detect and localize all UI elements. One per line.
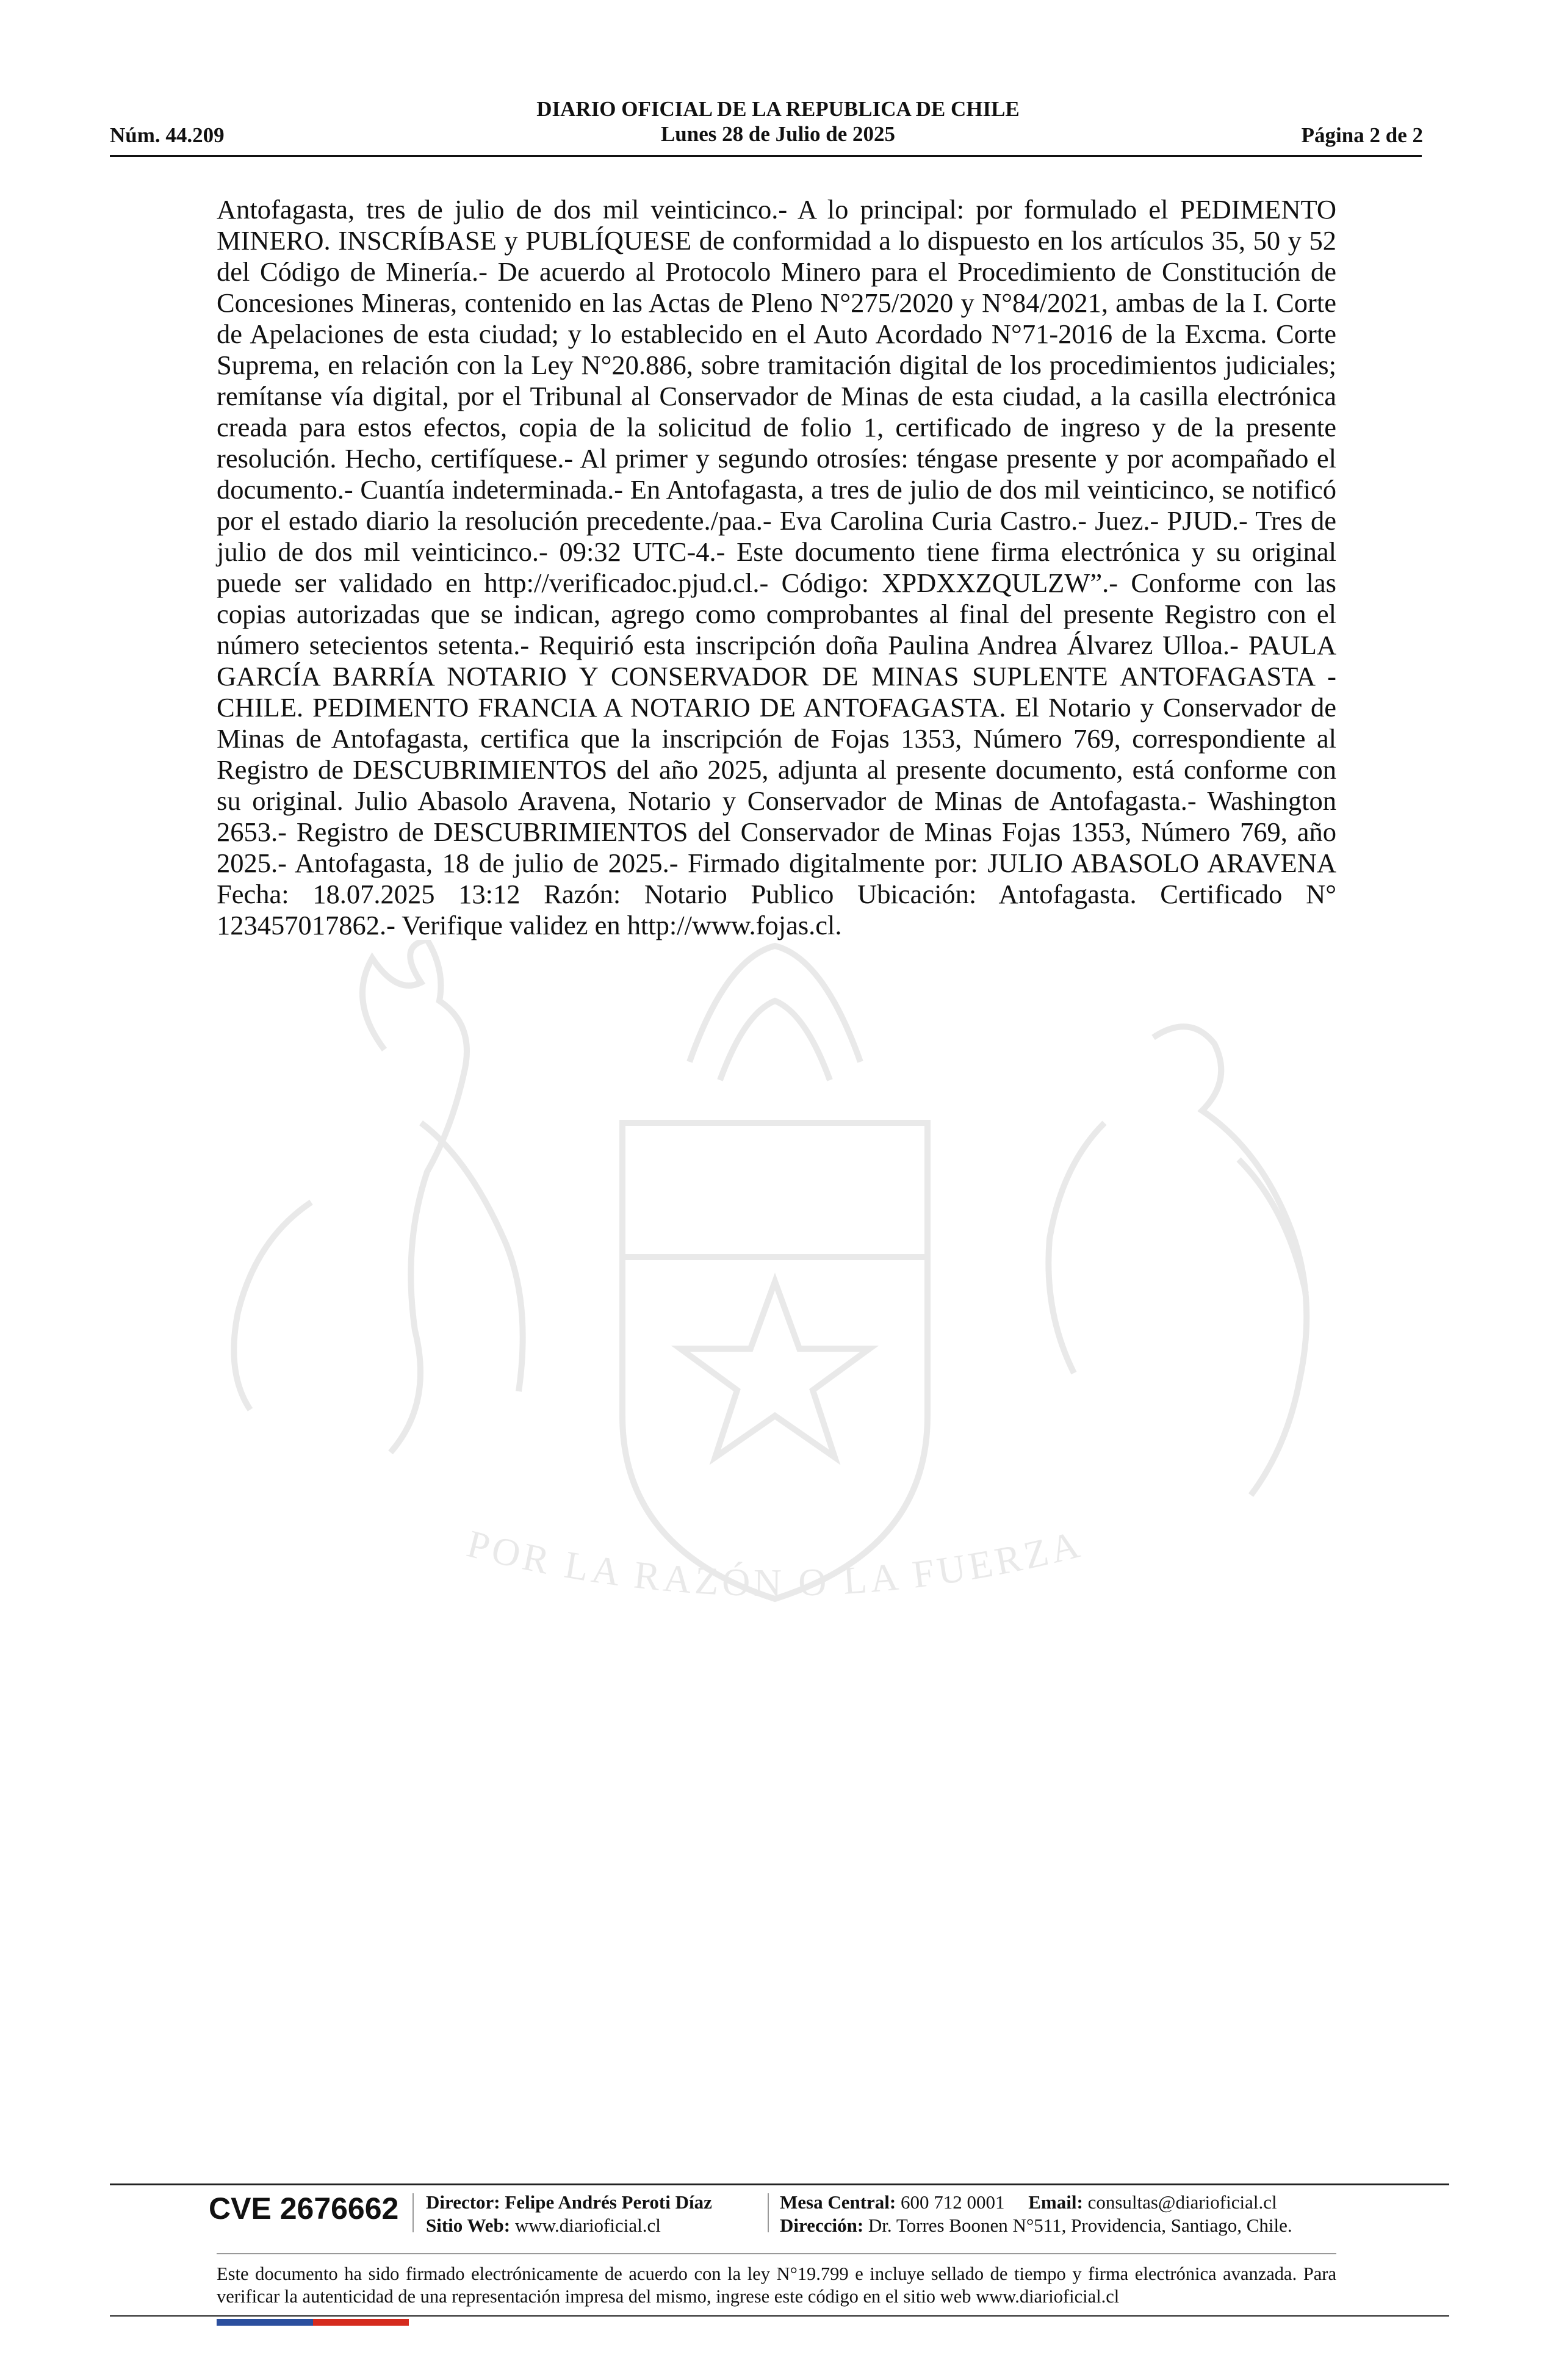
website-link[interactable]: www.diarioficial.cl — [514, 2215, 661, 2236]
svg-text:POR LA RAZÓN O LA FUERZA — [463, 1521, 1087, 1604]
watermark-motto: POR LA RAZÓN O LA FUERZA — [463, 1521, 1087, 1605]
document-body-text: Antofagasta, tres de julio de dos mil veinticinco.- A lo principal: por formulado el PEDIMENTO MINERO. INSCRÍBASE y PUBLÍQUESE de conformidad a lo dispuesto en los artículos 35, 50 y 52 del Código de Minería.- De acuerdo al Protocolo Minero para el Procedimiento de Constitución de Concesiones Mineras, contenido en las Actas de Pleno N°275/2020 y N°84/2021, ambas de la I. Corte de Apelaciones de esta ciudad; y lo establecido en el Auto Acordado N°71-2016 de la Excma. Corte Suprema, en relación con la Ley N°20.886, sobre tramitación digital de los procedimientos judiciales; remítanse vía digital, por el Tribunal al Conservador de Minas de esta ciudad, a la casilla electrónica creada para estos efectos, copia de la solicitud de folio 1, certificado de ingreso y de la presente resolución. Hecho, certifíquese.- Al primer y segundo otrosíes: téngase presente y por acompañado el documento.- Cuantía indeterminada.- En Antofagasta, a tres de julio de dos mil veinticinco, se notificó por el estado diario la resolución precedente./paa.- Eva Carolina Curia Castro.- Juez.- PJUD.- Tres de julio de dos mil veinticinco.- 09:32 UTC-4.- Este documento tiene firma electrónica y su original puede ser validado en http://verificadoc.pjud.cl.- Código: XPDXXZQULZW”.- Conforme con las copias autorizadas que se indican, agrego como comprobantes al final del presente Registro con el número setecientos setenta.- Requirió esta inscripción doña Paulina Andrea Álvarez Ulloa.- PAULA GARCÍA BARRÍA NOTARIO Y CONSERVADOR DE MINAS SUPLENTE ANTOFAGASTA - CHILE. PEDIMENTO FRANCIA A NOTARIO DE ANTOFAGASTA. El Notario y Conservador de Minas de Antofagasta, certifica que la inscripción de Fojas 1353, Número 769, correspondiente al Registro de DESCUBRIMIENTOS del año 2025, adjunta al presente documento, está conforme con su original. Julio Abasolo Aravena, Notario y Conservador de Minas de Antofagasta.- Washington 2653.- Registro de DESCUBRIMIENTOS del Conservador de Minas Fojas 1353, Número 769, año 2025.- Antofagasta, 18 de julio de 2025.- Firmado digitalmente por: JULIO ABASOLO ARAVENA Fecha: 18.07.2025 13:12 Razón: Notario Publico Ubicación: Antofagasta. Certificado N° 123457017862.- Verifique validez en http://www.fojas.cl. — [217, 194, 1336, 940]
chile-flag-stripe — [217, 2319, 409, 2326]
footer-contact-block — [780, 2191, 1292, 2237]
flag-stripe-blue — [217, 2319, 313, 2326]
cve-code: CVE 2676662 — [209, 2191, 399, 2226]
issue-date: Lunes 28 de Julio de 2025 — [660, 122, 896, 146]
footer-separator — [412, 2193, 414, 2232]
issue-number: Núm. 44.209 — [110, 123, 225, 147]
page-number: Página 2 de 2 — [1301, 123, 1423, 147]
publication-title: DIARIO OFICIAL DE LA REPUBLICA DE CHILE — [536, 97, 1020, 121]
contact-line — [780, 2191, 1292, 2214]
signature-notice: Este documento ha sido firmado electrónicamente de acuerdo con la ley N°19.799 e incluye sellado de tiempo y firma electrónica avanzada. Para verificar la autenticidad de una representación impresa del mismo, ingrese este código en el sitio web www.diarioficial.cl — [217, 2263, 1336, 2307]
phone-label: Mesa Central: — [780, 2191, 896, 2213]
phone-number: 600 712 0001 — [901, 2191, 1005, 2213]
website-line — [426, 2214, 712, 2237]
email-label: Email: — [1028, 2191, 1083, 2213]
address-line — [780, 2214, 1292, 2237]
coat-of-arms-watermark — [201, 940, 1349, 1666]
flag-stripe-red — [313, 2319, 409, 2326]
footer-separator — [768, 2193, 769, 2232]
director-label: Director: — [426, 2191, 500, 2213]
email-link[interactable]: consultas@diarioficial.cl — [1087, 2191, 1277, 2213]
address-label: Dirección: — [780, 2215, 864, 2236]
address-text: Dr. Torres Boonen N°511, Providencia, Santiago, Chile. — [868, 2215, 1292, 2236]
footer-divider-bottom — [110, 2315, 1449, 2317]
footer-director-block — [426, 2191, 712, 2237]
header-divider — [110, 155, 1422, 157]
footer-divider-mid — [217, 2253, 1336, 2254]
director-name: Felipe Andrés Peroti Díaz — [505, 2191, 712, 2213]
footer-divider-top — [110, 2183, 1449, 2185]
director-line — [426, 2191, 712, 2214]
website-label: Sitio Web: — [426, 2215, 511, 2236]
